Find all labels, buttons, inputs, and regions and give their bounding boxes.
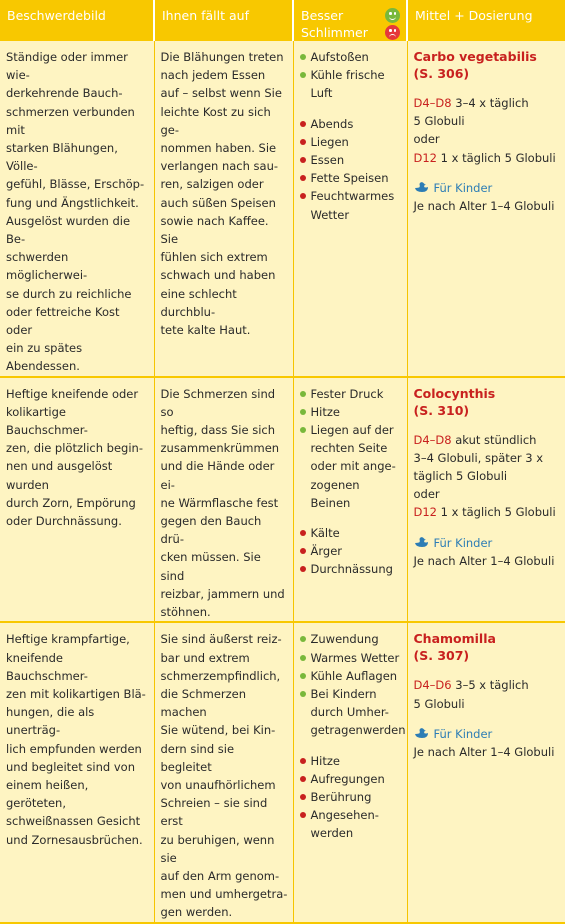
kids-label: Für Kinder — [433, 726, 493, 741]
better-list — [300, 48, 402, 103]
table-row — [0, 622, 565, 922]
worse-item: Fette Speisen — [300, 169, 402, 187]
kids-section — [414, 725, 561, 761]
potency: D12 — [413, 505, 437, 520]
better-item: Zuwendung — [300, 630, 402, 648]
better-item: Warmes Wetter — [300, 649, 402, 667]
noticed-text: Sie sind äußerst reiz- bar und extrem schmerzempfindlich, die Schmerzen machen Sie wütend, bei Kin- dern sind sie begleitet von unaufhörlichem Schreien – sie sind erst zu beruhigen, wenn sie auf den Arm genom- men und umhergetra- gen werden. — [160, 632, 288, 920]
header-better-worse — [293, 0, 407, 41]
header-worse: Schlimmer — [301, 25, 368, 40]
dosage — [414, 676, 561, 712]
remedy-cell — [407, 377, 565, 623]
header-complaint: Beschwerdebild — [0, 0, 154, 41]
complaint-cell — [0, 41, 154, 377]
potency: D4–D8 — [413, 432, 452, 447]
better-item: Kühle frische Luft — [300, 66, 402, 102]
better-item: Fester Druck — [300, 385, 402, 403]
kids-label: Für Kinder — [433, 180, 493, 195]
better-item: Hitze — [300, 403, 402, 421]
dosage — [414, 431, 561, 522]
kids-section — [414, 534, 561, 570]
dosage-line: D4–D8 akut stündlich 3–4 Globuli, später 3 x täglich 5 Globuli — [413, 432, 544, 484]
remedy-name — [414, 630, 561, 664]
better-list — [300, 385, 402, 512]
worse-item: Kälte — [300, 524, 402, 542]
noticed-cell — [154, 622, 293, 922]
worse-item: Essen — [300, 151, 402, 169]
smiley-happy-icon — [385, 8, 400, 23]
table-body — [0, 41, 565, 923]
complaint-text: Heftige krampfartige, kneifende Bauchschmer- zen mit kolikartigen Blä- hungen, die als unerträg- lich empfunden werden und begleitet sind von einem heißen, geröteten, schweißnassen Gesicht und Zornesausbrüchen. — [6, 632, 146, 847]
kids-heading — [414, 179, 561, 197]
duck-icon — [414, 536, 430, 548]
worse-list — [300, 752, 402, 843]
remedy-title: Carbo vegetabilis — [413, 49, 537, 64]
better-worse-cell — [293, 622, 407, 922]
header-better: Besser — [301, 8, 344, 23]
complaint-text: Heftige kneifende oder kolikartige Bauchschmer- zen, die plötzlich begin- nen und ausgelöst wurden durch Zorn, Empörung oder Durchnässung. — [6, 386, 143, 529]
potency: D12 — [413, 150, 437, 165]
potency: D4–D8 — [413, 96, 452, 110]
worse-item: Angesehen- werden — [300, 806, 402, 842]
complaint-text: Ständige oder immer wie- derkehrende Bauch- schmerzen verbunden mit starken Blähungen, Völle- gefühl, Blässe, Erschöp- fung und Ängstlichkeit. Ausgelöst wurden die Be- schwerden möglicherwei- se durch zu reichliche oder fettreiche Kost oder ein zu spätes Abendessen. — [6, 50, 145, 374]
better-worse-cell — [293, 41, 407, 377]
better-item: Kühle Auflagen — [300, 667, 402, 685]
remedy-page: (S. 306) — [413, 66, 470, 81]
worse-item: Durchnässung — [300, 560, 402, 578]
better-item: Bei Kindern durch Umher- getragenwerden — [300, 685, 402, 740]
dosage-line: D12 1 x täglich 5 Globuli — [413, 150, 556, 165]
worse-list — [300, 524, 402, 579]
better-worse-cell — [293, 377, 407, 623]
dosage-line: D4–D8 3–4 x täglich 5 Globuli — [413, 96, 529, 129]
complaint-cell — [0, 377, 154, 623]
kids-text: Je nach Alter 1–4 Globuli — [413, 744, 555, 759]
remedy-title: Chamomilla — [413, 631, 496, 647]
header-remedy-dosage: Mittel + Dosierung — [407, 0, 565, 41]
potency: D4–D6 — [413, 678, 452, 693]
noticed-cell — [154, 41, 293, 377]
table-row — [0, 377, 565, 623]
remedy-page: (S. 307) — [413, 648, 470, 664]
kids-text: Je nach Alter 1–4 Globuli — [413, 553, 555, 568]
dosage — [414, 94, 561, 167]
worse-item: Feuchtwarmes Wetter — [300, 187, 402, 223]
worse-item: Aufregungen — [300, 770, 402, 788]
worse-item: Ärger — [300, 542, 402, 560]
dosage-line: oder — [413, 487, 440, 502]
worse-item: Liegen — [300, 133, 402, 151]
better-list — [300, 630, 406, 739]
dosage-line: oder — [413, 132, 440, 147]
dosage-line: D12 1 x täglich 5 Globuli — [413, 505, 556, 520]
kids-section — [414, 179, 561, 215]
smiley-sad-icon — [385, 25, 400, 40]
table-header-row — [0, 0, 565, 41]
kids-label: Für Kinder — [433, 535, 493, 550]
noticed-cell — [154, 377, 293, 623]
noticed-text: Die Blähungen treten nach jedem Essen auf – selbst wenn Sie leichte Kost zu sich ge- nommen haben. Sie verlangen nach sau- ren, salzigen oder auch süßen Speisen sowie nach Kaffee. Sie fühlen sich extrem schwach und haben eine schlecht durchblu- tete kalte Haut. — [160, 50, 284, 338]
table-row — [0, 41, 565, 377]
kids-heading — [414, 725, 561, 743]
header-noticed: Ihnen fällt auf — [154, 0, 293, 41]
complaint-cell — [0, 622, 154, 922]
worse-list — [300, 115, 402, 224]
better-item: Liegen auf der rechten Seite oder mit ange- zogenen Beinen — [300, 421, 402, 512]
remedy-page: (S. 310) — [413, 402, 470, 418]
dosage-line: D4–D6 3–5 x täglich 5 Globuli — [413, 678, 529, 711]
duck-icon — [414, 181, 430, 193]
worse-item: Berührung — [300, 788, 402, 806]
remedy-name — [414, 385, 561, 419]
noticed-text: Die Schmerzen sind so heftig, dass Sie sich zusammenkrümmen und die Hände oder ei- ne Wärmflasche fest gegen den Bauch drü- cken müssen. Sie sind reizbar, jammern und stöhnen. — [160, 386, 285, 620]
remedy-name — [414, 48, 561, 82]
remedy-title: Colocynthis — [413, 385, 496, 401]
better-item: Aufstoßen — [300, 48, 402, 66]
worse-item: Hitze — [300, 752, 402, 770]
worse-item: Abends — [300, 115, 402, 133]
remedy-cell — [407, 41, 565, 377]
kids-text: Je nach Alter 1–4 Globuli — [413, 199, 555, 214]
kids-heading — [414, 534, 561, 552]
duck-icon — [414, 727, 430, 739]
remedy-cell — [407, 622, 565, 922]
